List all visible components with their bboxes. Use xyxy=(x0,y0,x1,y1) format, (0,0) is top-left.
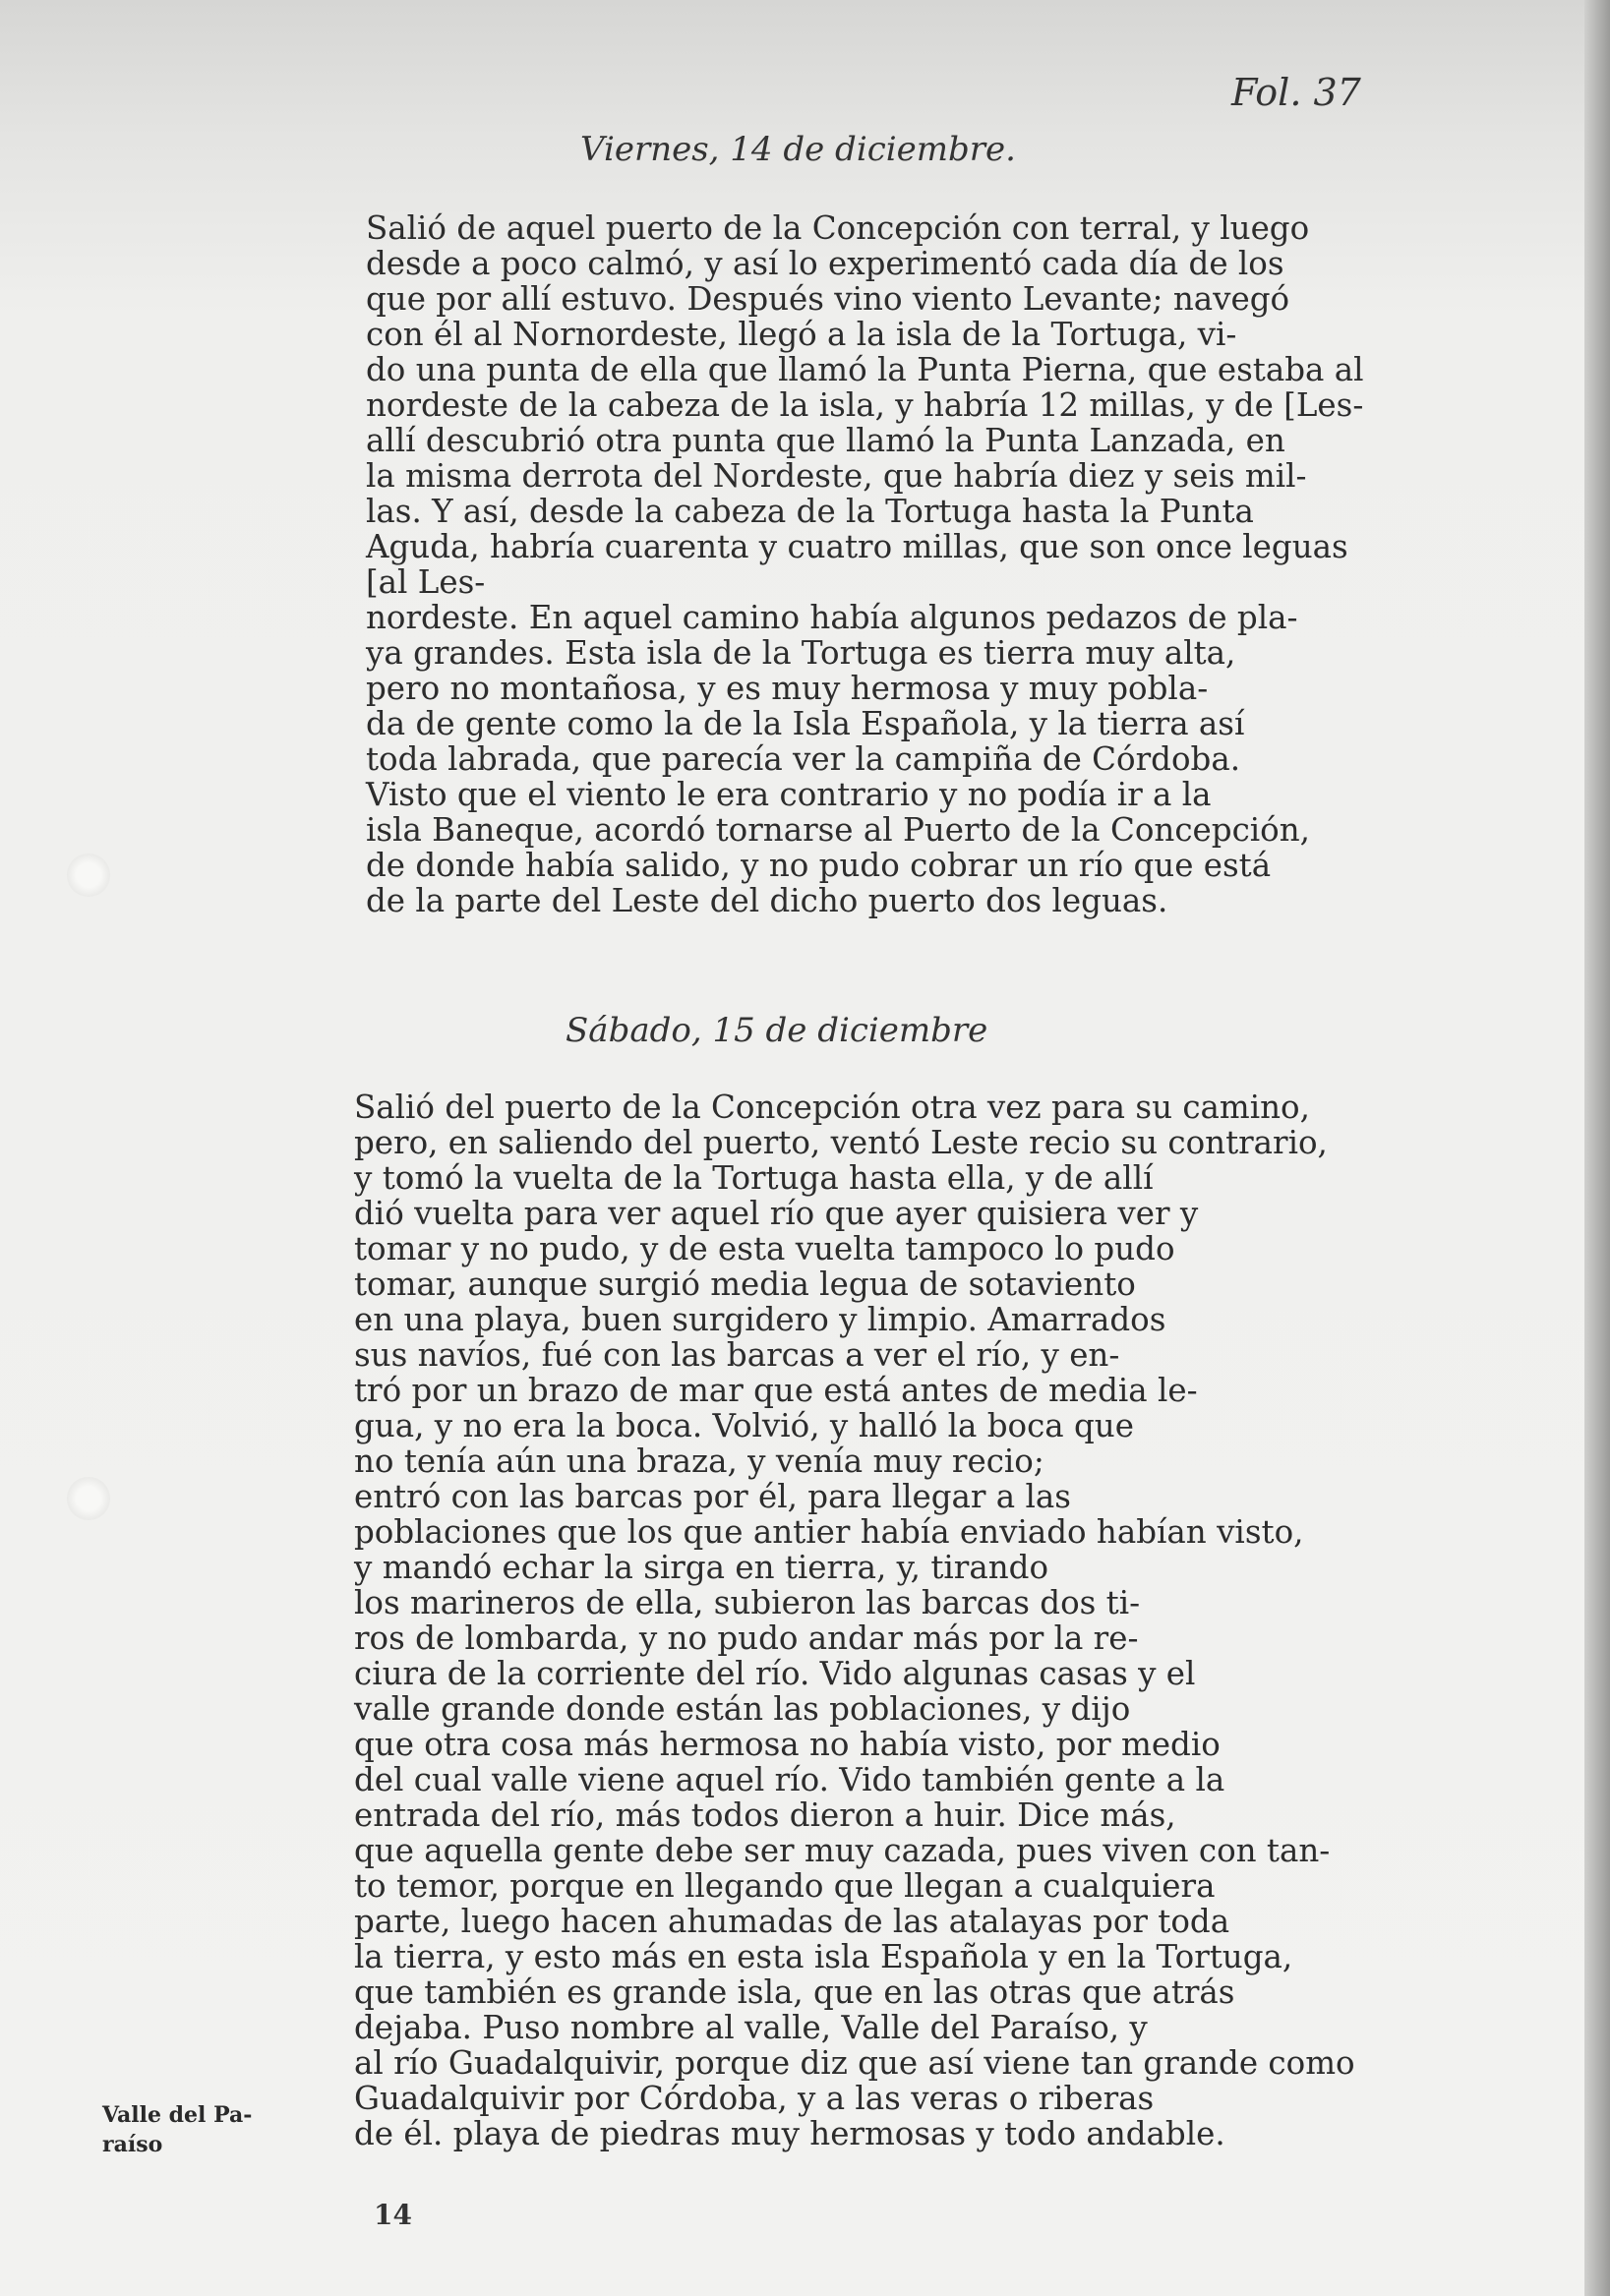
page-edge-shadow xyxy=(1584,0,1610,2296)
text-line: que aquella gente debe ser muy cazada, pues viven con tan- xyxy=(354,1832,1331,1869)
text-line: y mandó echar la sirga en tierra, y, tirando xyxy=(354,1549,1049,1586)
text-line: da de gente como la de la Isla Española, y la tierra así xyxy=(366,705,1245,742)
text-line: desde a poco calmó, y así lo experimentó cada día de los xyxy=(366,245,1284,282)
text-line: que por allí estuvo. Después vino viento Levante; navegó xyxy=(366,280,1290,318)
text-line: parte, luego hacen ahumadas de las atalayas por toda xyxy=(354,1903,1230,1940)
entry-text-friday xyxy=(366,210,1364,918)
entry-heading-saturday: Sábado, 15 de diciembre xyxy=(566,1011,988,1050)
text-line: los marineros de ella, subieron las barcas dos ti- xyxy=(354,1584,1141,1621)
text-line: dió vuelta para ver aquel río que ayer quisiera ver y xyxy=(354,1195,1199,1232)
text-line: de la parte del Leste del dicho puerto dos leguas. xyxy=(366,882,1168,919)
text-line: Salió de aquel puerto de la Concepción con terral, y luego xyxy=(366,209,1310,247)
text-line: pero no montañosa, y es muy hermosa y muy pobla- xyxy=(366,670,1209,707)
text-line: gua, y no era la boca. Volvió, y halló la boca que xyxy=(354,1407,1134,1444)
text-line: la tierra, y esto más en esta isla Española y en la Tortuga, xyxy=(354,1938,1293,1975)
text-line: entró con las barcas por él, para llegar a las xyxy=(354,1478,1071,1515)
text-line: Salió del puerto de la Concepción otra vez para su camino, xyxy=(354,1089,1310,1126)
text-line: Visto que el viento le era contrario y no podía ir a la xyxy=(366,776,1212,813)
text-line: ciura de la corriente del río. Vido algunas casas y el xyxy=(354,1655,1196,1692)
text-line: Guadalquivir por Córdoba, y a las veras o riberas xyxy=(354,2080,1155,2117)
text-line: tró por un brazo de mar que está antes de media le- xyxy=(354,1372,1198,1409)
text-line: que otra cosa más hermosa no había visto, por medio xyxy=(354,1726,1221,1763)
folio-number: Fol. 37 xyxy=(1231,71,1361,114)
text-line: tomar y no pudo, y de esta vuelta tampoco lo pudo xyxy=(354,1230,1175,1267)
text-line: de donde había salido, y no pudo cobrar un río que está xyxy=(366,847,1272,884)
text-line: entrada del río, más todos dieron a huir. Dice más, xyxy=(354,1796,1176,1834)
text-line: del cual valle viene aquel río. Vido también gente a la xyxy=(354,1761,1225,1798)
text-line: valle grande donde están las poblaciones, y dijo xyxy=(354,1690,1131,1728)
text-line: isla Baneque, acordó tornarse al Puerto de la Concepción, xyxy=(366,811,1310,849)
text-line: tomar, aunque surgió media legua de sotaviento xyxy=(354,1266,1136,1303)
text-line: Aguda, habría cuarenta y cuatro millas, que son once leguas xyxy=(366,528,1348,565)
text-line: con él al Nornordeste, llegó a la isla de la Tortuga, vi- xyxy=(366,316,1237,353)
text-line: poblaciones que los que antier había enviado habían visto, xyxy=(354,1513,1304,1551)
text-line: ya grandes. Esta isla de la Tortuga es tierra muy alta, xyxy=(366,634,1236,672)
text-line: y tomó la vuelta de la Tortuga hasta ella, y de allí xyxy=(354,1159,1154,1197)
punch-hole xyxy=(67,854,110,897)
margin-note-line: raíso xyxy=(102,2132,163,2157)
text-line: [al Les- xyxy=(366,563,486,601)
punch-hole xyxy=(67,1477,110,1520)
text-line: la misma derrota del Nordeste, que habría diez y seis mil- xyxy=(366,457,1307,495)
text-line: toda labrada, que parecía ver la campiña de Córdoba. xyxy=(366,740,1241,778)
text-line: las. Y así, desde la cabeza de la Tortuga hasta la Punta xyxy=(366,493,1254,530)
margin-note xyxy=(102,2100,252,2159)
margin-note-line: Valle del Pa- xyxy=(102,2102,253,2128)
text-line: nordeste. En aquel camino había algunos pedazos de pla- xyxy=(366,599,1298,636)
text-line: no tenía aún una braza, y venía muy recio; xyxy=(354,1442,1044,1480)
text-line: allí descubrió otra punta que llamó la Punta Lanzada, en xyxy=(366,422,1285,459)
text-line: de él. playa de piedras muy hermosas y todo andable. xyxy=(354,2115,1225,2152)
text-line: sus navíos, fué con las barcas a ver el río, y en- xyxy=(354,1336,1120,1374)
text-line: en una playa, buen surgidero y limpio. Amarrados xyxy=(354,1301,1166,1338)
entry-heading-friday: Viernes, 14 de diciembre. xyxy=(580,130,1016,169)
page-number: 14 xyxy=(374,2199,412,2231)
text-line: nordeste de la cabeza de la isla, y habría 12 millas, y de [Les- xyxy=(366,386,1364,424)
text-line: que también es grande isla, que en las otras que atrás xyxy=(354,1973,1235,2011)
text-line: pero, en saliendo del puerto, ventó Leste recio su contrario, xyxy=(354,1124,1328,1161)
entry-text-saturday xyxy=(354,1089,1355,2151)
text-line: ros de lombarda, y no pudo andar más por la re- xyxy=(354,1619,1139,1657)
text-line: dejaba. Puso nombre al valle, Valle del Paraíso, y xyxy=(354,2009,1148,2046)
text-line: al río Guadalquivir, porque diz que así viene tan grande como xyxy=(354,2044,1355,2082)
text-line: to temor, porque en llegando que llegan a cualquiera xyxy=(354,1867,1216,1905)
text-line: do una punta de ella que llamó la Punta Pierna, que estaba al xyxy=(366,351,1364,388)
